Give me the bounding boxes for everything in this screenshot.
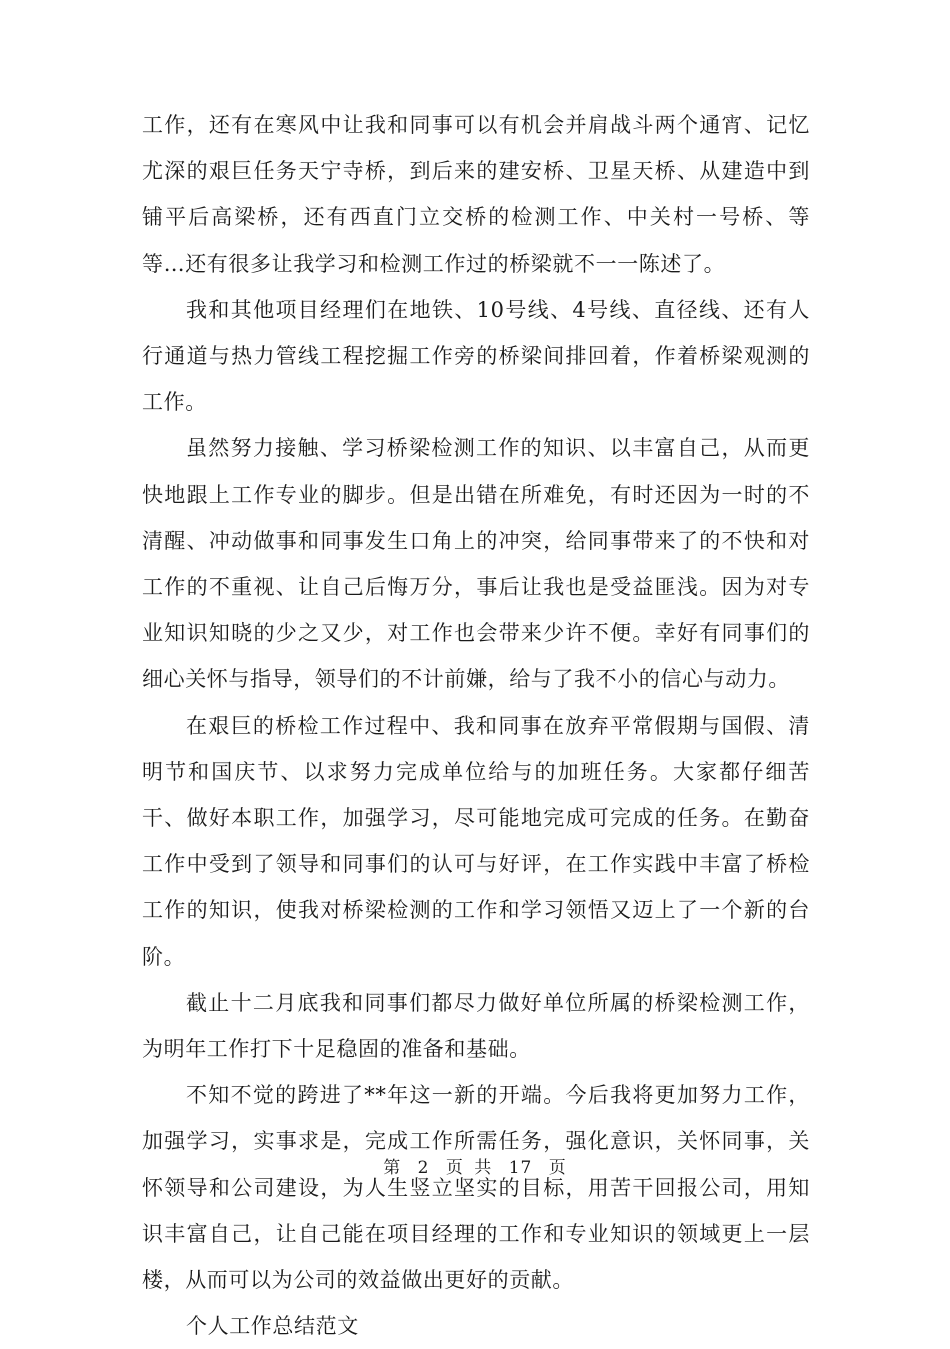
footer-suffix: 页: [548, 1158, 567, 1178]
paragraph-metro-projects: 我和其他项目经理们在地铁、10号线、4号线、直径线、还有人行通道与热力管线工程挖掘工作旁的桥梁间排回着，作着桥梁观测的工作。: [142, 297, 810, 415]
footer-current-page: 2: [417, 1158, 430, 1178]
paragraph-continuation: 工作，还有在寒风中让我和同事可以有机会并肩战斗两个通宵、记忆尤深的艰巨任务天宁寺桥，到后来的建安桥、卫星天桥、从建造中到铺平后高梁桥，还有西直门立交桥的检测工作、中关村一号桥、等等…还有很多让我学习和检测工作过的桥梁就不一一陈述了。: [142, 113, 810, 276]
footer-total-pages: 17: [508, 1158, 533, 1178]
paragraph-learning-mistakes: 虽然努力接触、学习桥梁检测工作的知识、以丰富自己，从而更快地跟上工作专业的脚步。但是出错在所难免，有时还因为一时的不清醒、冲动做事和同事发生口角上的冲突，给同事带来了的不快和对工作的不重视、让自己后悔万分，事后让我也是受益匪浅。因为对专业知识知晓的少之又少，对工作也会带来少许不便。幸好有同事们的细心关怀与指导，领导们的不计前嫌，给与了我不小的信心与动力。: [142, 436, 810, 692]
paragraph-holiday-work: 在艰巨的桥检工作过程中、我和同事在放弃平常假期与国假、清明节和国庆节、以求努力完成单位给与的加班任务。大家都仔细苦干、做好本职工作，加强学习，尽可能地完成可完成的任务。在勤奋工作中受到了领导和同事们的认可与好评，在工作实践中丰富了桥检工作的知识，使我对桥梁检测的工作和学习领悟又迈上了一个新的台阶。: [142, 713, 810, 969]
footer-middle: 页 共: [445, 1158, 493, 1178]
footer-prefix: 第: [383, 1158, 402, 1178]
section-heading: 个人工作总结范文: [186, 1314, 359, 1339]
paragraph-future-plans: 不知不觉的跨进了**年这一新的开端。今后我将更加努力工作，加强学习，实事求是，完成工作所需任务，强化意识，关怀同事，关怀领导和公司建设，为人生竖立坚实的目标，用苦干回报公司，用知识丰富自己，让自己能在项目经理的工作和专业知识的领域更上一层楼，从而可以为公司的效益做出更好的贡献。: [142, 1083, 810, 1293]
page-number-footer: [0, 1153, 950, 1178]
paragraph-year-end: 截止十二月底我和同事们都尽力做好单位所属的桥梁检测工作，为明年工作打下十足稳固的准备和基础。: [142, 990, 810, 1062]
